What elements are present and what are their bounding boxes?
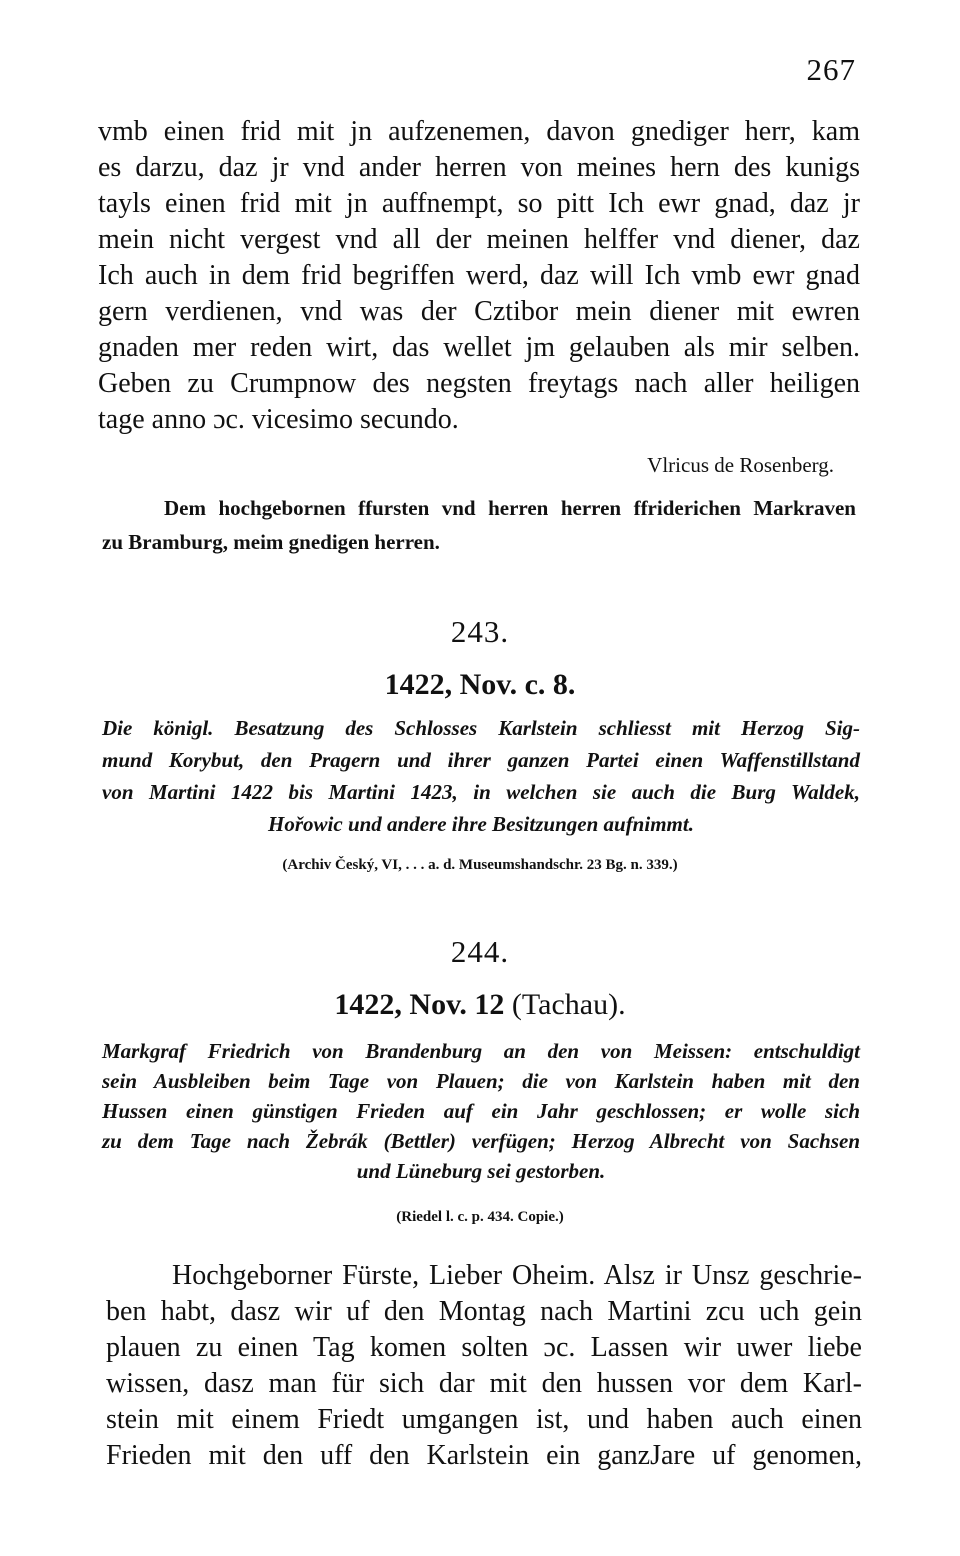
text-line: mein nicht vergest vnd all der meinen helffer vnd diener, daz: [98, 224, 860, 255]
text-line: Frieden mit den uff den Karlstein ein ganzJare uf genomen,: [106, 1440, 862, 1471]
summary-line: zu dem Tage nach Žebrák (Bettler) verfügen; Herzog Albrecht von Sachsen: [102, 1129, 860, 1153]
text-line: es darzu, daz jr vnd ander herren von meines hern des kunigs: [98, 152, 860, 183]
text-line: gnaden mer reden wirt, das wellet jm gelauben als mir selben.: [98, 332, 860, 363]
text-line: Geben zu Crumpnow des negsten freytags nach aller heiligen: [98, 368, 860, 399]
summary-line: von Martini 1422 bis Martini 1423, in welchen sie auch die Burg Waldek,: [102, 780, 860, 804]
text-line: gern verdienen, vnd was der Cztibor mein diener mit ewren: [98, 296, 860, 327]
document-number: 243.: [450, 614, 510, 649]
summary-line: mund Korybut, den Pragern und ihrer ganzen Partei einen Waffenstillstand: [102, 748, 860, 772]
address-line: Dem hochgebornen ffursten vnd herren herren ffriderichen Markraven: [164, 496, 856, 520]
document-date: 1422, Nov. c. 8.: [384, 668, 576, 701]
document-number: 244.: [450, 934, 510, 969]
summary-line: Hussen einen günstigen Frieden auf ein Jahr geschlossen; er wolle sich: [102, 1099, 860, 1123]
text-line: stein mit einem Friedt umgangen ist, und haben auch einen: [106, 1404, 862, 1435]
source-note: (Archiv Český, VI, . . . a. d. Museumshandschr. 23 Bg. n. 339.): [282, 857, 678, 873]
text-line: wissen, dasz man für sich dar mit den hussen vor dem Karl-: [106, 1368, 862, 1399]
summary-line: sein Ausbleiben beim Tage von Plauen; die von Karlstein haben mit den: [102, 1069, 860, 1093]
text-line: ben habt, dasz wir uf den Montag nach Martini zcu uch gein: [106, 1296, 862, 1327]
text-line: plauen zu einen Tag komen solten ɔc. Lassen wir uwer liebe: [106, 1332, 862, 1363]
summary-line: Hořowic und andere ihre Besitzungen aufnimmt.: [268, 812, 694, 836]
document-date: [0, 988, 960, 1022]
document-date-value: 1422, Nov. 12: [334, 988, 505, 1021]
summary-line: und Lüneburg sei gestorben.: [356, 1159, 606, 1183]
text-line: Ich auch in dem frid begriffen werd, daz will Ich vmb ewr gnad: [98, 260, 860, 291]
signature: Vlricus de Rosenberg.: [647, 453, 834, 477]
summary-line: Die königl. Besatzung des Schlosses Karlstein schliesst mit Herzog Sig-: [102, 716, 860, 740]
text-line: tage anno ɔc. vicesimo secundo.: [98, 404, 459, 435]
document-place: (Tachau).: [511, 988, 626, 1021]
page-number: 267: [806, 52, 856, 87]
source-note: (Riedel l. c. p. 434. Copie.): [396, 1209, 564, 1225]
summary-line: Markgraf Friedrich von Brandenburg an den von Meissen: entschuldigt: [102, 1039, 860, 1063]
address-line: zu Bramburg, meim gnedigen herren.: [102, 530, 440, 554]
text-line: tayls einen frid mit jn auffnempt, so pitt Ich ewr gnad, daz jr: [98, 188, 860, 219]
text-line: vmb einen frid mit jn aufzenemen, davon gnediger herr, kam: [98, 116, 860, 147]
text-line: Hochgeborner Fürste, Lieber Oheim. Alsz ir Unsz geschrie-: [172, 1260, 862, 1291]
